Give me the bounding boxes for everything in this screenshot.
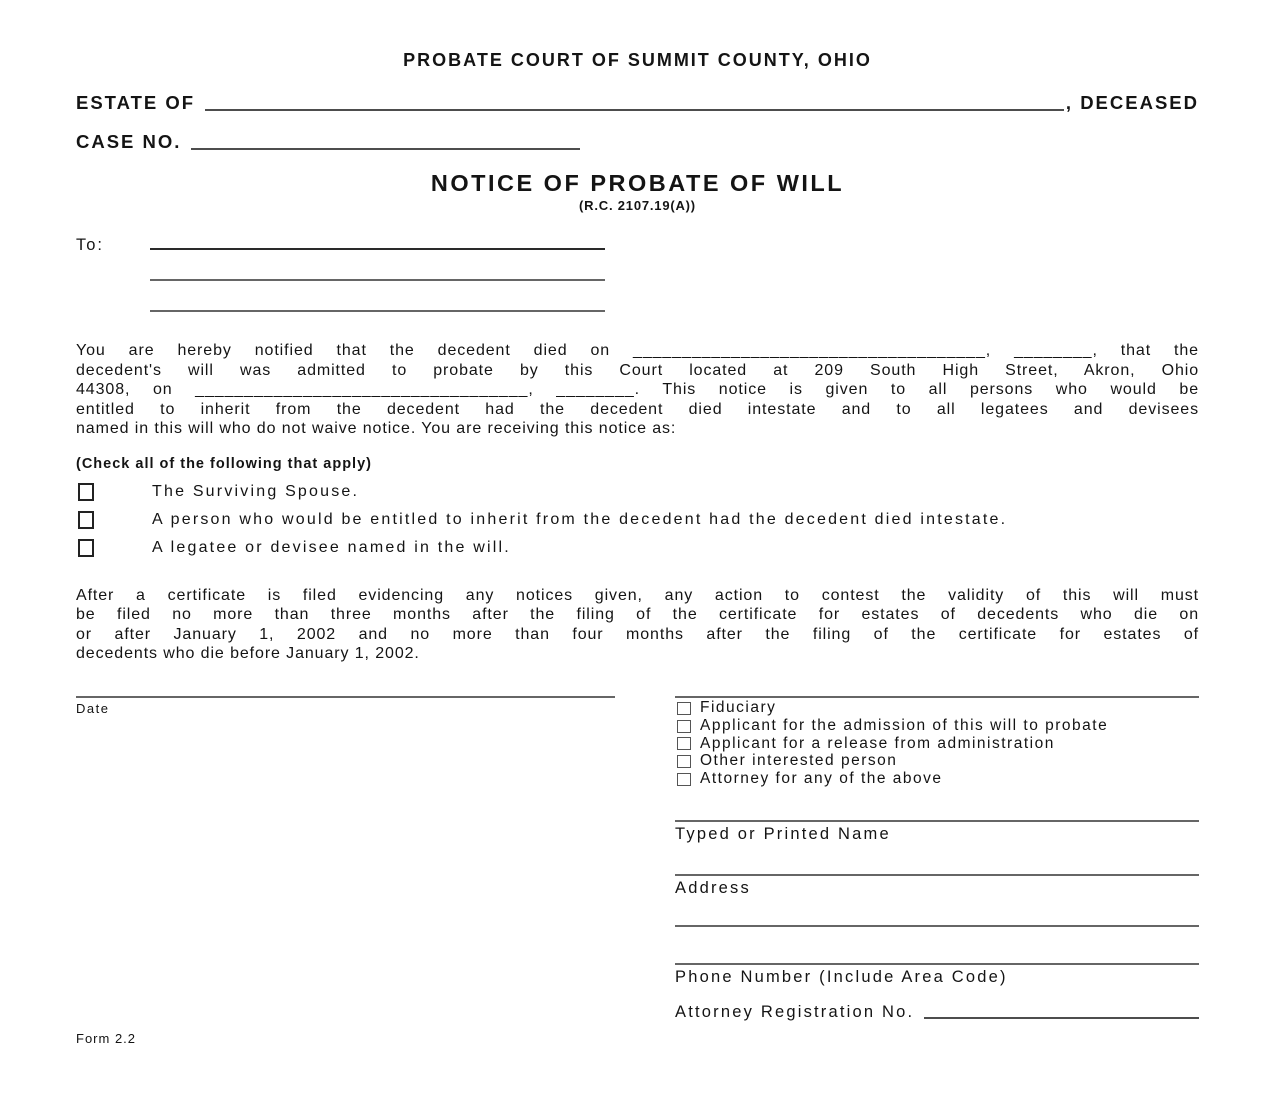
address-blank-2[interactable] [675, 925, 1199, 927]
deceased-label: , DECEASED [1065, 92, 1199, 113]
attorney-registration-label: Attorney Registration No. [675, 1002, 915, 1021]
date-block [76, 696, 615, 1022]
capacity-option-row [675, 700, 1199, 718]
notice-paragraph-line: named in this will who do not waive notice. You are receiving this notice as: [76, 420, 677, 437]
capacity-option-row [675, 717, 1199, 735]
recipient-option-row [76, 538, 1199, 558]
surviving-spouse-label: The Surviving Spouse. [152, 482, 360, 500]
fiduciary-label: Fiduciary [700, 699, 777, 717]
contest-paragraph-line: or after January 1, 2002 and no more than four months after the filing of the certificate for estates of [76, 625, 1199, 643]
contest-paragraph [76, 586, 1199, 664]
estate-of-label: ESTATE OF [76, 92, 196, 113]
other-interested-label: Other interested person [700, 752, 898, 770]
document-title: NOTICE OF PROBATE OF WILL [430, 170, 845, 196]
applicant-admission-checkbox[interactable] [677, 720, 691, 733]
to-label: To: [76, 236, 105, 254]
legatee-devisee-checkbox[interactable] [78, 539, 94, 557]
address-blank[interactable] [675, 874, 1199, 876]
capacity-option-row [675, 770, 1199, 788]
recipient-option-row [76, 510, 1199, 530]
attorney-above-checkbox[interactable] [677, 773, 691, 786]
other-interested-checkbox[interactable] [677, 755, 691, 768]
notice-paragraph-line: decedent's will was admitted to probate by this Court located at 209 South High Street, Akron, Ohio [76, 361, 1199, 379]
phone-label: Phone Number (Include Area Code) [675, 967, 1008, 986]
recipient-line-3[interactable] [150, 281, 605, 312]
court-title: PROBATE COURT OF SUMMIT COUNTY, OHIO [403, 50, 872, 70]
typed-name-blank[interactable] [675, 820, 1199, 822]
attorney-registration-blank[interactable] [924, 1017, 1199, 1019]
case-no-row [76, 131, 1199, 153]
estate-name-blank[interactable] [205, 109, 1064, 111]
recipient-line-2[interactable] [150, 250, 605, 281]
surviving-spouse-checkbox[interactable] [78, 483, 94, 501]
applicant-release-checkbox[interactable] [677, 737, 691, 750]
contest-paragraph-line: After a certificate is filed evidencing any notices given, any action to contest the validity of this will must [76, 586, 1199, 604]
fiduciary-checkbox[interactable] [677, 702, 691, 715]
attorney-above-label: Attorney for any of the above [700, 770, 943, 788]
notice-paragraph [76, 341, 1199, 439]
recipient-option-row [76, 482, 1199, 502]
to-section [76, 235, 1199, 312]
phone-blank[interactable] [675, 963, 1199, 965]
recipient-line-1[interactable] [150, 235, 605, 250]
capacity-option-row [675, 753, 1199, 771]
heir-intestate-checkbox[interactable] [78, 511, 94, 529]
capacity-option-row [675, 735, 1199, 753]
signer-block [675, 696, 1199, 1022]
form-number: Form 2.2 [76, 1031, 137, 1046]
heir-intestate-label: A person who would be entitled to inherit from the decedent had the decedent died intestate. [152, 510, 1008, 528]
notice-paragraph-line: You are hereby notified that the decedent died on ____________________________________, ________, that the [76, 342, 1199, 359]
case-no-label: CASE NO. [76, 131, 182, 152]
contest-paragraph-line: decedents who die before January 1, 2002. [76, 645, 420, 662]
typed-name-label: Typed or Printed Name [675, 824, 891, 843]
applicant-release-label: Applicant for a release from administration [700, 734, 1055, 752]
date-label: Date [76, 700, 110, 716]
signature-blank[interactable] [675, 696, 1199, 698]
legatee-devisee-label: A legatee or devisee named in the will. [152, 538, 511, 556]
capacity-options [675, 700, 1199, 788]
contest-paragraph-line: be filed no more than three months after the filing of the certificate for estates of decedents who die on [76, 606, 1199, 623]
notice-paragraph-line: entitled to inherit from the decedent had the decedent died intestate and to all legatees and devisees [76, 400, 1199, 418]
applicant-admission-label: Applicant for the admission of this will to probate [700, 717, 1109, 735]
address-label: Address [675, 878, 751, 897]
check-instruction: (Check all of the following that apply) [76, 455, 372, 472]
date-blank[interactable] [76, 696, 615, 698]
case-no-blank[interactable] [191, 148, 580, 150]
statute-reference: (R.C. 2107.19(A)) [579, 198, 696, 213]
recipient-lines [150, 235, 605, 312]
estate-of-row [76, 92, 1199, 114]
signature-section [76, 696, 1199, 1022]
notice-paragraph-line: 44308, on __________________________________, ________. This notice is given to all persons who would be [76, 381, 1199, 398]
attorney-registration-row [675, 1000, 1199, 1022]
